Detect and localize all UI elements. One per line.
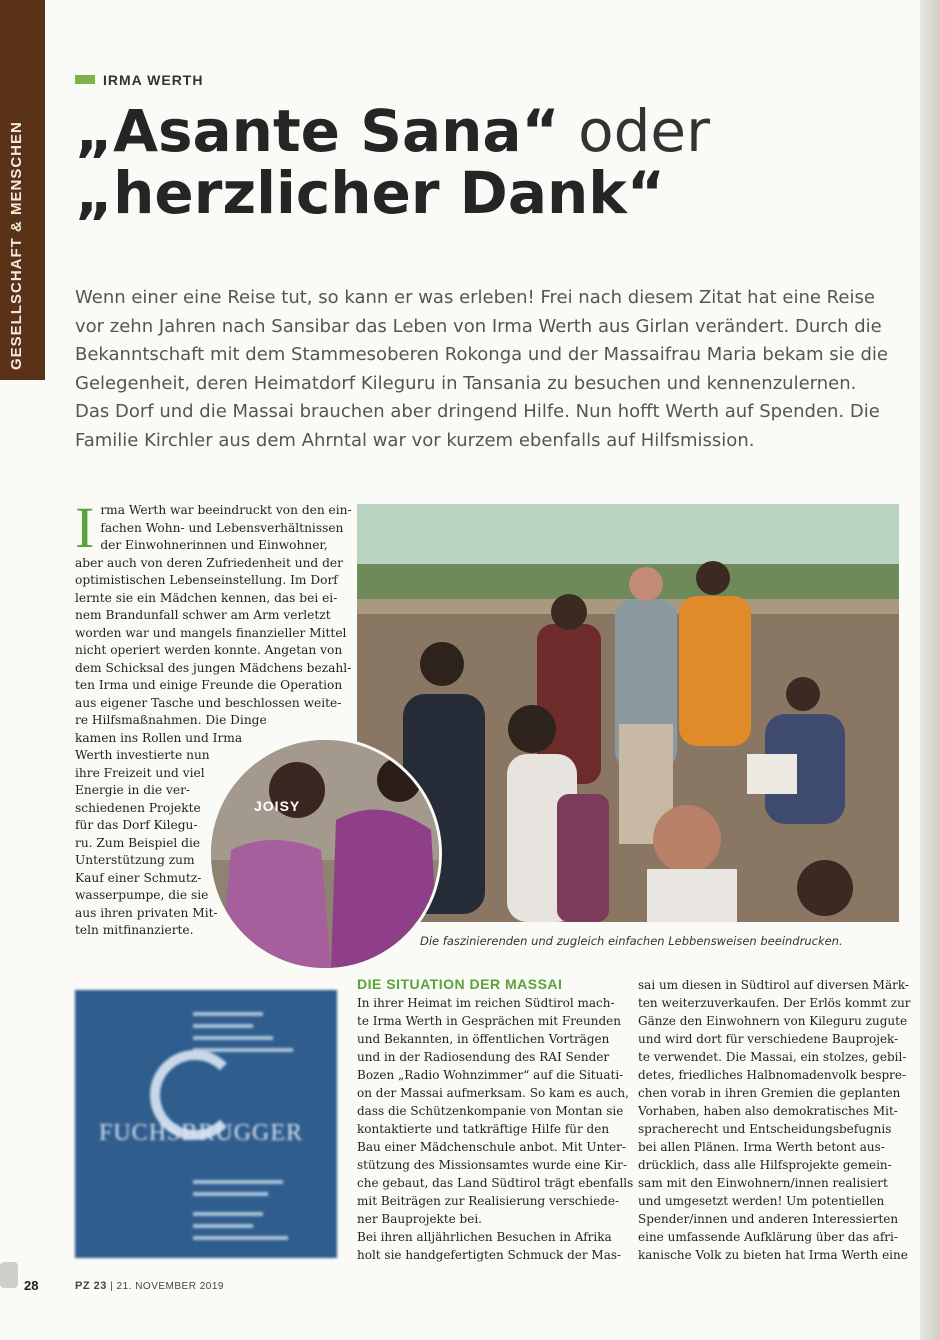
text-line: Bau einer Mädchenschule anbot. Mit Unter-: [357, 1140, 626, 1154]
lead-paragraph: Wenn einer eine Reise tut, so kann er was erleben! Frei nach diesem Zitat hat eine Reise vor zehn Jahren nach Sansibar das Leben von Irma Werth aus Girlan verändert. Durch die Bekanntschaft mit dem Stammesoberen Rokonga und der Massaifrau Maria bekam sie die Gelegenheit, deren Heimatdorf Kileguru in Tansania zu besuchen und kennenzulernen. Das Dorf und die Massai brauchen aber dringend Hilfe. Nun hofft Werth auf Spenden. Die Familie Kirchler aus dem Ahrntal war vor kurzem ebenfalls auf Hilfsmission.: [75, 287, 888, 451]
page-edge: [920, 0, 940, 1340]
text-line: aber auch von deren Zufriedenheit und der: [75, 555, 343, 570]
headline-connector: oder: [578, 97, 710, 165]
text-line: spracherecht und Entscheidungsbefugnis: [638, 1122, 892, 1136]
text-line: und in der Radiosendung des RAI Sender: [357, 1050, 610, 1064]
text-line: schiedenen Projekte: [75, 800, 201, 815]
ad-text-line: [193, 1236, 288, 1240]
text-line: ten Irma und einige Freunde die Operation: [75, 678, 343, 692]
text-line: holt sie handgefertigten Schmuck der Mas-: [357, 1248, 622, 1262]
author-marker: [75, 75, 95, 84]
ad-company-name: FUCHSBRUGGER: [99, 1120, 304, 1146]
inset-label: JOISY: [254, 798, 301, 814]
text-line: Energie in die ver-: [75, 783, 191, 797]
body-column-3: [638, 976, 911, 1264]
text-line: wasserpumpe, die sie: [75, 888, 209, 902]
ad-text-line: [193, 1024, 253, 1028]
ad-text-line: [193, 1180, 283, 1184]
text-line: detes, friedliches Halbnomadenvolk bespre-: [638, 1068, 907, 1082]
issue-number: PZ 23: [75, 1280, 107, 1292]
text-line: kontaktierte und tatkräftige Hilfe für den: [357, 1122, 610, 1136]
issue-info: PZ 23 | 21. NOVEMBER 2019: [75, 1280, 224, 1292]
author-name: IRMA WERTH: [103, 72, 204, 88]
text-line: Bozen „Radio Wohnzimmer“ auf die Situati-: [357, 1068, 624, 1082]
text-line: Gänze den Einwohnern von Kileguru zugute: [638, 1014, 908, 1028]
text-line: kanische Volk zu bieten hat Irma Werth eine: [638, 1248, 908, 1262]
text-line: Vorhaben, haben also demokratisches Mit-: [638, 1104, 898, 1118]
text-line: teln mitfinanzierte.: [75, 923, 194, 937]
text-line: ner Bauprojekte bei.: [357, 1212, 482, 1226]
text-line: worden war und mangels finanzieller Mittel: [75, 625, 347, 640]
advertisement[interactable]: [75, 990, 337, 1258]
inset-portrait-photo: [208, 737, 442, 971]
text-line: nicht operiert werden konnte. Angetan von: [75, 643, 343, 657]
text-line: te Irma Werth in Gesprächen mit Freunden: [357, 1014, 621, 1028]
text-line: und umgesetzt werden! Um potentiellen: [638, 1194, 885, 1208]
text-line: Unterstützung zum: [75, 853, 195, 867]
text-line: optimistischen Lebenseinstellung. Im Dorf: [75, 573, 338, 587]
issue-date: 21. NOVEMBER 2019: [116, 1281, 224, 1292]
ad-text-line: [193, 1192, 268, 1196]
inset-portrait-illustration: [211, 740, 439, 968]
headline-part-1: „Asante Sana“: [75, 97, 560, 165]
text-line: stützung des Missionsamtes wurde eine Kir-: [357, 1158, 627, 1172]
page-number: 28: [24, 1278, 39, 1293]
text-line: kamen ins Rollen und Irma: [75, 730, 243, 745]
column-3-text: [638, 976, 911, 1264]
text-line: ten weiterzuverkaufen. Der Erlös kommt zur: [638, 996, 911, 1010]
text-line: aus eigener Tasche und beschlossen weite-: [75, 695, 342, 710]
text-line: eine umfassende Aufklärung über das afri-: [638, 1230, 898, 1244]
text-line: bei allen Plänen. Irma Werth betont aus-: [638, 1140, 885, 1154]
text-line: chen vorab in ihren Gremien die geplanten: [638, 1086, 901, 1100]
section-label-text: GESELLSCHAFT & MENSCHEN: [8, 121, 25, 370]
text-line: fachen Wohn- und Lebensverhältnissen: [100, 520, 344, 535]
ad-text-line: [193, 1224, 253, 1228]
text-line: und Bekannten, in öffentlichen Vorträgen: [357, 1032, 610, 1046]
ad-text-line: [193, 1212, 263, 1216]
article-headline: [75, 97, 710, 227]
text-line: Werth investierte nun: [75, 748, 210, 762]
section-heading: DIE SITUATION DER MASSAI: [357, 976, 563, 992]
page-corner-tab: [0, 1262, 18, 1288]
text-line: dem Schicksal des jungen Mädchens bezahl-: [75, 660, 352, 675]
text-line: und wird dort für verschiedene Bauprojek-: [638, 1032, 899, 1046]
ad-text-line: [193, 1036, 273, 1040]
body-column-2: [357, 994, 634, 1264]
text-line: für das Dorf Kilegu-: [75, 818, 198, 832]
text-line: sai um diesen in Südtirol auf diversen Märk-: [638, 978, 909, 992]
text-line: re Hilfsmaßnahmen. Die Dinge: [75, 713, 267, 727]
author-byline: [75, 72, 203, 88]
text-line: lernte sie ein Mädchen kennen, das bei ei-: [75, 590, 338, 605]
text-line: dass die Schützenkompanie von Montan sie: [357, 1104, 624, 1118]
headline-part-2: „herzlicher Dank“: [75, 159, 665, 227]
text-line: nem Brandunfall schwer am Arm verletzt: [75, 608, 331, 622]
text-line: che gebaut, das Land Südtirol trägt ebenfalls: [357, 1176, 634, 1190]
text-line: aus ihren privaten Mit-: [75, 905, 218, 920]
text-line: Bei ihren alljährlichen Besuchen in Afrika: [357, 1230, 612, 1244]
text-line: mit Beiträgen zur Realisierung verschiede-: [357, 1194, 620, 1208]
text-line: te verwendet. Die Massai, ein stolzes, gebil-: [638, 1050, 907, 1064]
photo-caption: Die faszinierenden und zugleich einfachen Lebbensweisen beeindrucken.: [420, 934, 843, 948]
text-line: ru. Zum Beispiel die: [75, 835, 201, 850]
text-line: ihre Freizeit und viel: [75, 765, 205, 780]
text-line: Spender/innen und anderen Interessierten: [638, 1212, 899, 1226]
column-2-text: [357, 994, 634, 1264]
text-line: drücklich, dass alle Hilfsprojekte gemein-: [638, 1158, 892, 1172]
text-line: rma Werth war beeindruckt von den ein-: [100, 503, 352, 517]
text-line: der Einwohnerinnen und Einwohner,: [100, 538, 328, 552]
text-line: on der Massai aufmerksam. So kam es auch,: [357, 1086, 629, 1100]
drop-cap: I: [75, 495, 95, 560]
text-line: In ihrer Heimat im reichen Südtirol mach-: [357, 996, 615, 1010]
text-line: Kauf einer Schmutz-: [75, 870, 202, 885]
ad-text-line: [193, 1012, 263, 1016]
text-line: sam mit den Einwohnern/innen realisiert: [638, 1176, 888, 1190]
